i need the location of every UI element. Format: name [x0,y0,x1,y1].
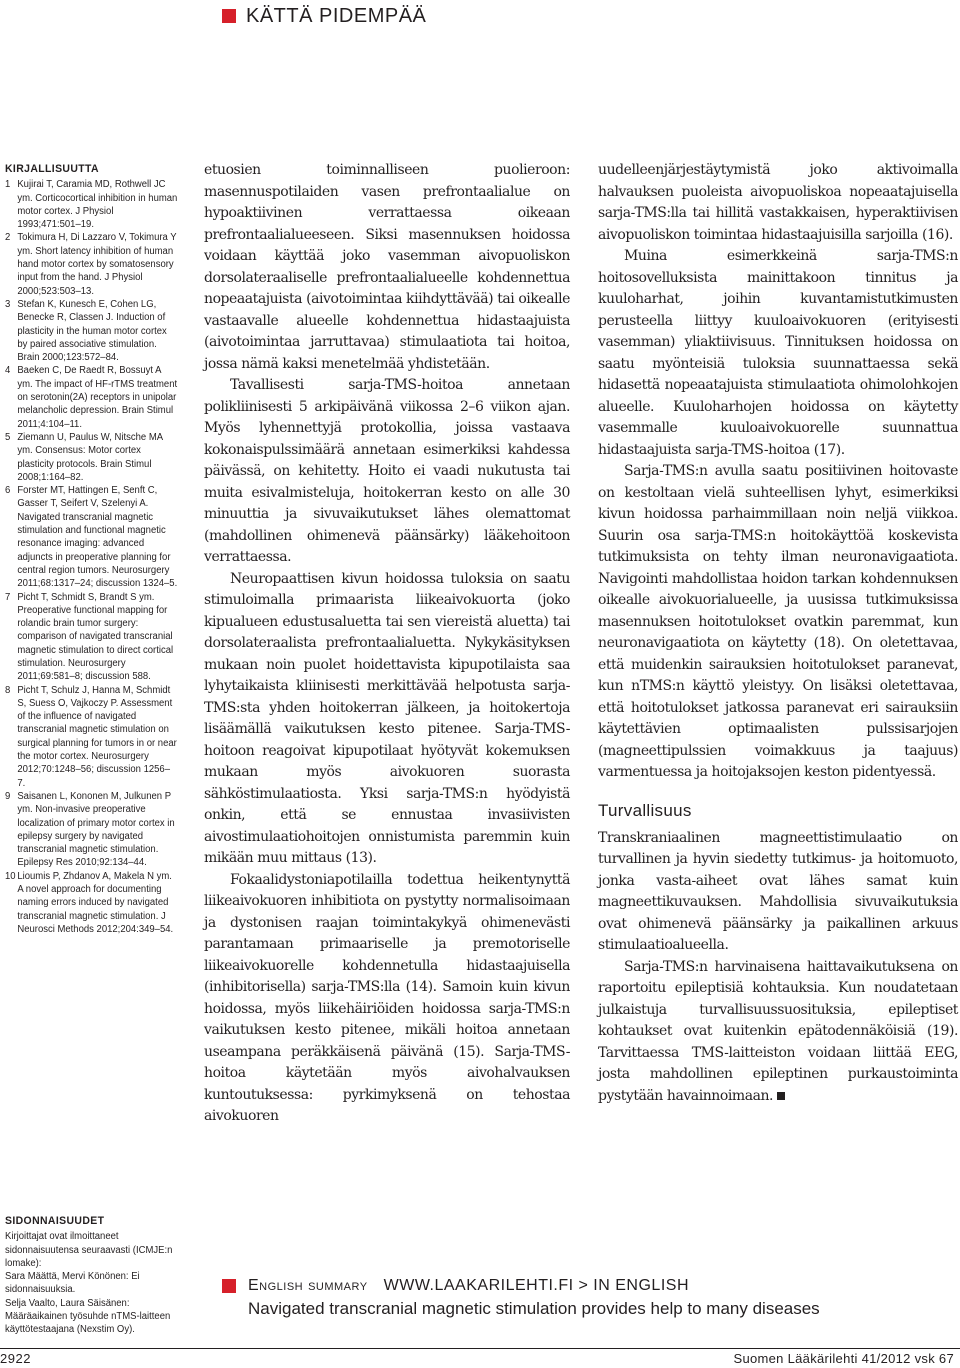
reference-item [5,484,178,590]
references-heading: KIRJALLISUUTTA [5,163,99,175]
body-column-right [598,160,958,1107]
body-paragraph: etuosien toiminnalliseen puolieroon: masennuspotilaiden vasen prefrontaalialue on hypoaktiivinen verrattaessa oikeaan prefrontaalialueeseen. Siksi masennuksen hoidossa voidaan käyttää joko vasemman aivopuoliskon dorsolateraaliselle prefrontaalialueelle kohdennettua nopeaatajuista (aivotoimintaa kiihdyttävää) tai oikealle vastaavalle alueelle kohdennettua hidastaajuista (aivotoimintaa jarruttavaa) stimulaatiota tai hoitoa, jossa nämä kaksi menetelmää yhdistetään. [204,162,570,372]
reference-number: 7 [5,591,11,603]
reference-number: 9 [5,790,11,802]
reference-text: Baeken C, De Raedt R, Bossuyt A ym. The impact of HF-rTMS treatment on serotonin(2A) receptors in unipolar melancholic depression. Brain Stimul 2011;4:104–11. [17,365,178,430]
reference-item [5,178,178,231]
reference-item [5,684,178,790]
references-list [5,178,178,936]
reference-number: 6 [5,485,11,497]
reference-text: Tokimura H, Di Lazzaro V, Tokimura Y ym. Short latency inhibition of human hand motor cortex by somatosensory input from the hand. J Physiol 2000;523:503–13. [17,232,177,297]
body-paragraph: Transkraniaalinen magneettistimulaatio on turvallinen ja hyvin siedetty tutkimus- ja hoitomuoto, jonka vasta-aiheet ovat lähes samat kuin magneettikuvauksen. Mahdollisia sivuvaikutuksia ovat ohimenevä päänsärky ja paikallinen arkuus stimulaatioalueella. [598,829,958,953]
reference-item [5,870,178,936]
english-summary [222,1276,820,1319]
disclosures-line: Kirjoittajat ovat ilmoittaneet sidonnaisuutensa seuraavasti (ICMJE:n lomake): [5,1231,173,1269]
reference-text: Lioumis P, Zhdanov A, Makela N ym. A novel approach for documenting naming errors induced by navigated transcranial magnetic stimulation. J Neurosci Methods 2012;204:349–54. [17,870,174,935]
summary-marker-square [222,1279,236,1293]
reference-number: 4 [5,365,11,377]
journal-issue: Suomen Lääkärilehti 41/2012 vsk 67 [733,1351,954,1366]
disclosures-block [5,1215,178,1337]
reference-number: 1 [5,179,11,191]
reference-text: Ziemann U, Paulus W, Nitsche MA ym. Consensus: Motor cortex plasticity protocols. Brain Stimul 2008;1:164–82. [17,431,163,483]
safety-heading: Turvallisuus [598,800,692,820]
section-marker-square [222,9,236,23]
reference-item [5,298,178,364]
body-paragraph: Fokaalidystoniapotilailla todettua heikentynyttä liikeaivokuoren inhibitiota on pystytty normalisoimaan ja dystonisen raajan toimintakykyä ohimenevästi parantamaan primaariselle ja premotoriselle liikeaivokuorelle kohdennetulla hidastaajuisella (inhibitorisella) sarja-TMS:lla (14). Samoin kuin kivun hoidossa, myös liikehäiriöiden hoidossa sarja-TMS:n vaikutuksen kesto pitenee, mikäli hoitoa annetaan useampana peräkkäisenä päivänä (15). Sarja-TMS-hoitoa käytetään myös aivohalvauksen kuntoutuksessa: pyrkimyksenä on tehostaa aivokuoren [204,871,570,1124]
page-number: 2922 [0,1351,31,1366]
reference-item [5,431,178,484]
footer-divider [0,1348,960,1349]
body-paragraph: Sarja-TMS:n avulla saatu positiivinen hoitovaste on kestoltaan vielä suhteellisen lyhyt, esimerkiksi kivun hoidossa parhaimmillaan noin neljä viikkoa. Suurin osa sarja-TMS:n hoitokäyttöä koskevista tutkimuksista on tehty ilman neuronavigaatiota. Navigointi mahdollistaa hoidon tarkan kohdennuksen oikealle aivokuorialueelle, ja uusissa tutkimuksissa masennuksen hoitotulokset ovatkin paremmat, kun neuronavigaatiota on käytetty (18). On oletettavaa, että muidenkin sairauksien hoitotulokset paranevat, kun nTMS:n käyttö yleistyy. On lisäksi oletettavaa, että hoitotulokset jatkossa paranevat eri sairauksiin käytettävien optimaalisten pulssisarjojen (magneettipulssien voimakkuus ja taajuus) varmentuessa ja hoitojaksojen keston pidentyessä. [598,463,958,780]
end-mark-icon [777,1092,785,1100]
body-paragraph: Neuropaattisen kivun hoidossa tuloksia on saatu stimuloimalla primaarista liikeaivokuorta (joko kipualueen edustusaluetta tai sen viereistä aluetta) tai dorsolateraalista prefrontaalialuetta. Nykykäsityksen mukaan noin puolet hoidettavista kipupotilaista saa lyhytaikaista kliinisesti merkittävää helpotusta sarja-TMS:sta yhden hoitokerran jälkeen, ja hoitokertoja lisäämällä vaikutuksen kesto pitenee. Sarja-TMS-hoitoon reagoivat kipupotilaat hyötyvät kokemuksen mukaan myös aivokuoren suorasta sähköstimulaatiosta. Yksi sarja-TMS:n hyödyistä onkin, että se ennustaa invasiivisten aivostimulaatiohoitojen onnistumista paremmin kuin mikään muu mittaus (13). [204,570,570,866]
reference-number: 3 [5,298,11,310]
section-header [222,4,426,28]
reference-item [5,231,178,297]
references-sidebar [5,163,178,936]
body-paragraph-last [598,957,958,1108]
reference-text: Kujirai T, Caramia MD, Rothwell JC ym. Corticocortical inhibition in human motor cortex. J Physiol 1993;471:501–19. [17,179,178,231]
reference-number: 5 [5,431,11,443]
english-summary-title: Navigated transcranial magnetic stimulation provides help to many diseases [248,1299,820,1318]
body-column-middle [204,160,570,1128]
disclosures-line: Selja Vaalto, Laura Säisänen: Määräaikainen työsuhde nTMS-laitteen käyttötestaajana (Nexstim Oy). [5,1297,171,1336]
reference-text: Picht T, Schulz J, Hanna M, Schmidt S, Suess O, Vajkoczy P. Assessment of the influence of navigated transcranial magnetic stimulation on surgical planning for tumors in or near the motor cortex. Neurosurgery 2012;70:1248–56; discussion 1256–7. [17,684,177,789]
reference-item [5,790,178,870]
body-paragraph: uudelleenjärjestäytymistä joko aktivoimalla halvauksen puoleista aivopuoliskoa nopeaatajuisella sarja-TMS:lla tai hillitä vastakkaisen, hyperaktiivisen aivopuoliskon toimintaa hidastaajuisilla sarjoilla (16). [598,162,958,243]
reference-item [5,364,178,430]
reference-number: 8 [5,684,11,696]
reference-item [5,591,178,684]
english-summary-link[interactable]: WWW.LAAKARILEHTI.FI > IN ENGLISH [383,1277,689,1294]
body-paragraph-text: Sarja-TMS:n harvinaisena haittavaikutuksena on raportoitu epileptisiä kohtauksia. Kun noudatetaan julkaistuja turvallisuussuosituksia, epileptiset kohtaukset ovat kuitenkin epätodennäköisiä (19). Tarvittaessa TMS-laitteiston voidaan liittää EEG, josta mahdollinen epileptinen purkaustoiminta pystytään havainnoimaan. [598,958,958,1104]
reference-number: 2 [5,232,11,244]
english-summary-label: English summary [248,1277,368,1294]
body-paragraph: Tavallisesti sarja-TMS-hoitoa annetaan polikliinisesti 5 arkipäivänä viikossa 2–6 viikon ajan. Myös lyhennettyjä protokollia, joissa vastaava kokonaispulssimäärä annetaan esimerkiksi kahdessa päivässä, on kehitetty. Hoito ei vaadi nukutusta tai muita esivalmisteluja, hoitokerran kesto on alle 30 minuuttia ja sivuvaikutukset lähes olemattomat (mahdollinen ohimenevä päänsärky) lääkehoitoon verrattaessa. [204,377,570,565]
disclosures-heading: SIDONNAISUUDET [5,1215,105,1227]
reference-text: Forster MT, Hattingen E, Senft C, Gasser T, Seifert V, Szelenyi A. Navigated transcranial magnetic stimulation and functional magnetic resonance imaging: advanced adjuncts in preoperative planning for central region tumors. Neurosurgery 2011;68:1317–24; discussion 1324–5. [17,485,178,590]
reference-text: Saisanen L, Kononen M, Julkunen P ym. Non-invasive preoperative localization of primary motor cortex in epilepsy surgery by navigated transcranial magnetic stimulation. Epilepsy Res 2010;92:134–44. [17,790,175,869]
disclosures-line: Sara Määttä, Mervi Könönen: Ei sidonnaisuuksia. [5,1271,140,1296]
section-title: KÄTTÄ PIDEMPÄÄ [246,4,427,27]
reference-text: Picht T, Schmidt S, Brandt S ym. Preoperative functional mapping for rolandic brain tumor surgery: comparison of navigated transcranial magnetic stimulation to direct cortical stimulation. Neurosurgery 2011;69:581–8; discussion 588. [17,591,174,683]
body-paragraph: Muina esimerkkeinä sarja-TMS:n hoitosovelluksista mainittakoon tinnitus ja kuuloharhat, joihin kuvantamistutkimusten perusteella liittyy kuuloaivokuoren (erityisesti vasemman) yliaktiivisuus. Tinnituksen hoidossa on saatu myönteisiä tuloksia suunnattaessa sekä hidasettä nopeaatajuista stimulaatiota ohimolohkojen alueelle. Kuuloharhojen hoidossa on käytetty vasemmalle kuuloaivokuorelle suunnattua hidastaajuista sarja-TMS-hoitoa (17). [598,248,958,458]
reference-number: 10 [5,870,16,882]
reference-text: Stefan K, Kunesch E, Cohen LG, Benecke R, Classen J. Induction of plasticity in the human motor cortex by paired associative stimulation. Brain 2000;123:572–84. [17,298,167,364]
